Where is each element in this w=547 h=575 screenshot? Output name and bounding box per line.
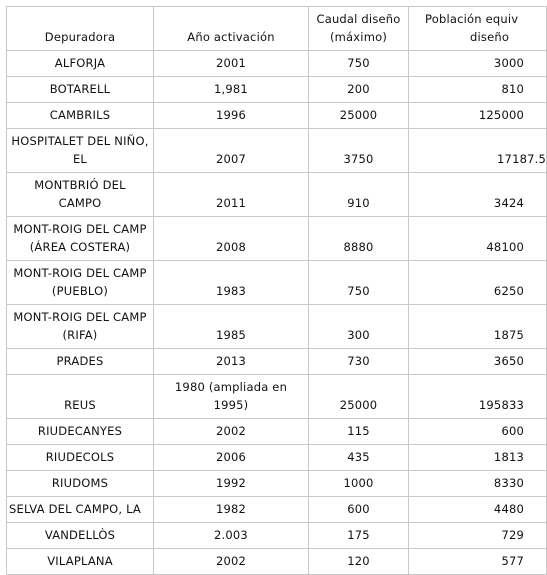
cell-anio: 1,981: [154, 77, 309, 103]
cell-depuradora: RIUDECANYES: [7, 419, 154, 445]
cell-caudal: 3750: [309, 129, 409, 173]
table-row: [7, 305, 547, 349]
cell-depuradora: BOTARELL: [7, 77, 154, 103]
header-row: [7, 7, 547, 51]
cell-anio: 1985: [154, 305, 309, 349]
cell-caudal: 115: [309, 419, 409, 445]
cell-poblacion: 1813: [409, 445, 547, 471]
cell-anio: 2001: [154, 51, 309, 77]
table-row: [7, 419, 547, 445]
cell-anio: 2011: [154, 173, 309, 217]
cell-caudal: 8880: [309, 217, 409, 261]
cell-depuradora: MONT-ROIG DEL CAMP (RIFA): [7, 305, 154, 349]
header-poblacion-line1: Población equiv: [425, 12, 519, 26]
cell-poblacion: 6250: [409, 261, 547, 305]
cell-caudal: 175: [309, 523, 409, 549]
table-row: [7, 549, 547, 575]
cell-poblacion: 3650: [409, 349, 547, 375]
cell-caudal: 300: [309, 305, 409, 349]
table-row: [7, 129, 547, 173]
cell-caudal: 1000: [309, 471, 409, 497]
cell-depuradora: PRADES: [7, 349, 154, 375]
cell-poblacion: 195833: [409, 375, 547, 419]
cell-anio: 1980 (ampliada en 1995): [154, 375, 309, 419]
cell-poblacion: 729: [409, 523, 547, 549]
cell-caudal: 730: [309, 349, 409, 375]
cell-depuradora: VILAPLANA: [7, 549, 154, 575]
cell-caudal: 200: [309, 77, 409, 103]
cell-depuradora: CAMBRILS: [7, 103, 154, 129]
table-row: [7, 77, 547, 103]
cell-caudal: 750: [309, 51, 409, 77]
cell-caudal: 120: [309, 549, 409, 575]
table-row: [7, 375, 547, 419]
cell-poblacion: 577: [409, 549, 547, 575]
cell-anio: 2013: [154, 349, 309, 375]
cell-caudal: 25000: [309, 103, 409, 129]
cell-depuradora: RIUDOMS: [7, 471, 154, 497]
cell-depuradora: VANDELLÒS: [7, 523, 154, 549]
cell-anio: 2007: [154, 129, 309, 173]
cell-depuradora: REUS: [7, 375, 154, 419]
cell-anio: 2006: [154, 445, 309, 471]
cell-poblacion: 3000: [409, 51, 547, 77]
cell-anio: 1996: [154, 103, 309, 129]
header-poblacion-equivalente: [409, 7, 547, 51]
cell-poblacion: 17187.5: [409, 129, 547, 173]
cell-poblacion: 8330: [409, 471, 547, 497]
cell-anio: 2.003: [154, 523, 309, 549]
header-caudal-diseno: [309, 7, 409, 51]
cell-anio: 2008: [154, 217, 309, 261]
cell-anio: 1982: [154, 497, 309, 523]
table-row: [7, 471, 547, 497]
cell-anio: 2002: [154, 549, 309, 575]
cell-poblacion: 600: [409, 419, 547, 445]
cell-depuradora: MONT-ROIG DEL CAMP (PUEBLO): [7, 261, 154, 305]
table-row: [7, 349, 547, 375]
cell-depuradora: MONT-ROIG DEL CAMP (ÁREA COSTERA): [7, 217, 154, 261]
cell-anio: 2002: [154, 419, 309, 445]
cell-depuradora: MONTBRIÓ DEL CAMPO: [7, 173, 154, 217]
table-wrapper: [6, 6, 546, 568]
table-row: [7, 217, 547, 261]
cell-poblacion: 4480: [409, 497, 547, 523]
cell-caudal: 750: [309, 261, 409, 305]
table-row: [7, 445, 547, 471]
cell-anio: 1983: [154, 261, 309, 305]
table-row: [7, 497, 547, 523]
cell-caudal: 25000: [309, 375, 409, 419]
cell-poblacion: 125000: [409, 103, 547, 129]
table-row: [7, 261, 547, 305]
cell-depuradora: ALFORJA: [7, 51, 154, 77]
cell-depuradora: SELVA DEL CAMPO, LA: [7, 497, 154, 523]
header-caudal-line2: (máximo): [329, 30, 388, 44]
cell-caudal: 435: [309, 445, 409, 471]
cell-caudal: 910: [309, 173, 409, 217]
cell-poblacion: 810: [409, 77, 547, 103]
table-row: [7, 523, 547, 549]
depuradoras-table: [6, 6, 547, 575]
cell-depuradora: HOSPITALET DEL NIÑO, EL: [7, 129, 154, 173]
header-caudal-line1: Caudal diseño: [316, 12, 401, 26]
header-anio-activacion: Año activación: [154, 7, 309, 51]
table-row: [7, 103, 547, 129]
cell-caudal: 600: [309, 497, 409, 523]
table-row: [7, 173, 547, 217]
table-row: [7, 51, 547, 77]
cell-poblacion: 48100: [409, 217, 547, 261]
cell-anio: 1992: [154, 471, 309, 497]
cell-depuradora: RIUDECOLS: [7, 445, 154, 471]
cell-poblacion: 3424: [409, 173, 547, 217]
header-poblacion-line2: diseño: [470, 30, 510, 44]
cell-poblacion: 1875: [409, 305, 547, 349]
header-depuradora: Depuradora: [7, 7, 154, 51]
